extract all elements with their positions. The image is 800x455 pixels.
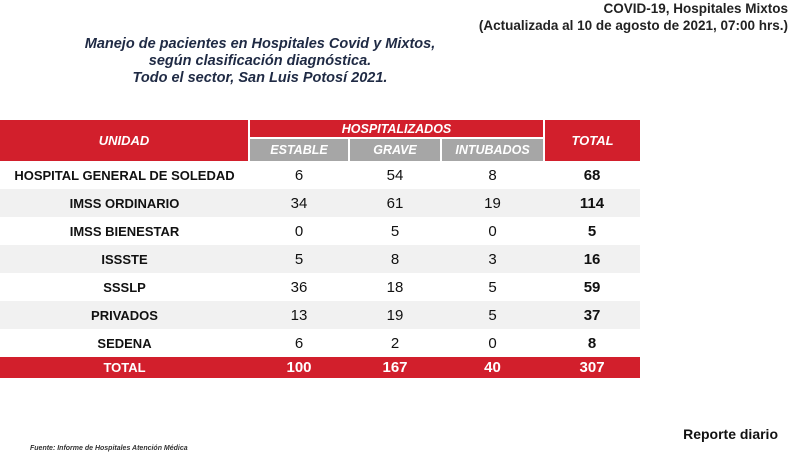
- table-row: [0, 301, 640, 329]
- table-row: [0, 329, 640, 357]
- row-grave: 5: [390, 222, 400, 240]
- source-note: Fuente: Informe de Hospitales Atención Médica: [30, 445, 188, 452]
- row-grave: 54: [386, 166, 404, 184]
- totals-intubados: 40: [441, 357, 544, 378]
- page-title: [40, 36, 480, 87]
- table-row: [0, 161, 640, 189]
- totals-estable: 100: [249, 357, 349, 378]
- header-updated: (Actualizada al 10 de agosto de 2021, 07:00 hrs.): [478, 18, 788, 33]
- row-estable: 6: [294, 166, 304, 184]
- report-header: [479, 0, 788, 34]
- row-intubados: 5: [441, 301, 544, 329]
- row-total: 8: [587, 334, 597, 352]
- row-unidad: PRIVADOS: [0, 301, 249, 329]
- table-row: [0, 189, 640, 217]
- col-intubados-header: INTUBADOS: [441, 138, 544, 161]
- col-estable-header: ESTABLE: [249, 138, 349, 161]
- row-intubados: 8: [488, 166, 497, 184]
- table-row: [0, 245, 640, 273]
- row-intubados: 0: [488, 334, 497, 352]
- row-grave: 19: [349, 301, 441, 329]
- row-intubados: 0: [488, 222, 497, 240]
- row-total: 16: [544, 245, 640, 273]
- totals-row: [0, 357, 640, 378]
- row-grave: 61: [349, 189, 441, 217]
- totals-label: TOTAL: [0, 357, 249, 378]
- row-grave: 2: [390, 334, 400, 352]
- row-total: 5: [587, 222, 597, 240]
- row-estable: 34: [249, 189, 349, 217]
- row-unidad: SSSLP: [103, 279, 146, 295]
- table-row: [0, 217, 640, 245]
- row-unidad: IMSS ORDINARIO: [0, 189, 249, 217]
- row-unidad: SEDENA: [97, 335, 152, 351]
- row-estable: 0: [294, 222, 304, 240]
- row-unidad: ISSSTE: [0, 245, 249, 273]
- row-estable: 5: [249, 245, 349, 273]
- row-total: 59: [583, 278, 601, 296]
- row-total: 114: [544, 189, 640, 217]
- col-total-header: TOTAL: [544, 120, 640, 161]
- header-title: COVID-19, Hospitales Mixtos: [603, 1, 788, 16]
- row-unidad: IMSS BIENESTAR: [69, 223, 180, 239]
- row-intubados: 3: [441, 245, 544, 273]
- totals-total: 307: [544, 357, 640, 378]
- col-hospitalizados-header: HOSPITALIZADOS: [249, 120, 544, 138]
- row-total: 37: [544, 301, 640, 329]
- row-total: 68: [583, 166, 601, 184]
- table-row: [0, 273, 640, 301]
- title-line-1: Manejo de pacientes en Hospitales Covid y Mixtos,: [84, 36, 436, 52]
- row-estable: 36: [290, 278, 308, 296]
- row-grave: 18: [386, 278, 404, 296]
- row-intubados: 5: [488, 278, 497, 296]
- title-line-3: Todo el sector, San Luis Potosí 2021.: [132, 70, 388, 86]
- row-grave: 8: [349, 245, 441, 273]
- title-line-2: según clasificación diagnóstica.: [148, 53, 372, 69]
- row-intubados: 19: [441, 189, 544, 217]
- hospital-table: [0, 120, 640, 378]
- col-unidad-header: UNIDAD: [0, 120, 249, 161]
- row-estable: 13: [249, 301, 349, 329]
- row-estable: 6: [294, 334, 304, 352]
- totals-grave: 167: [349, 357, 441, 378]
- report-label: Reporte diario: [683, 426, 778, 442]
- col-grave-header: GRAVE: [349, 138, 441, 161]
- row-unidad: HOSPITAL GENERAL DE SOLEDAD: [14, 167, 235, 183]
